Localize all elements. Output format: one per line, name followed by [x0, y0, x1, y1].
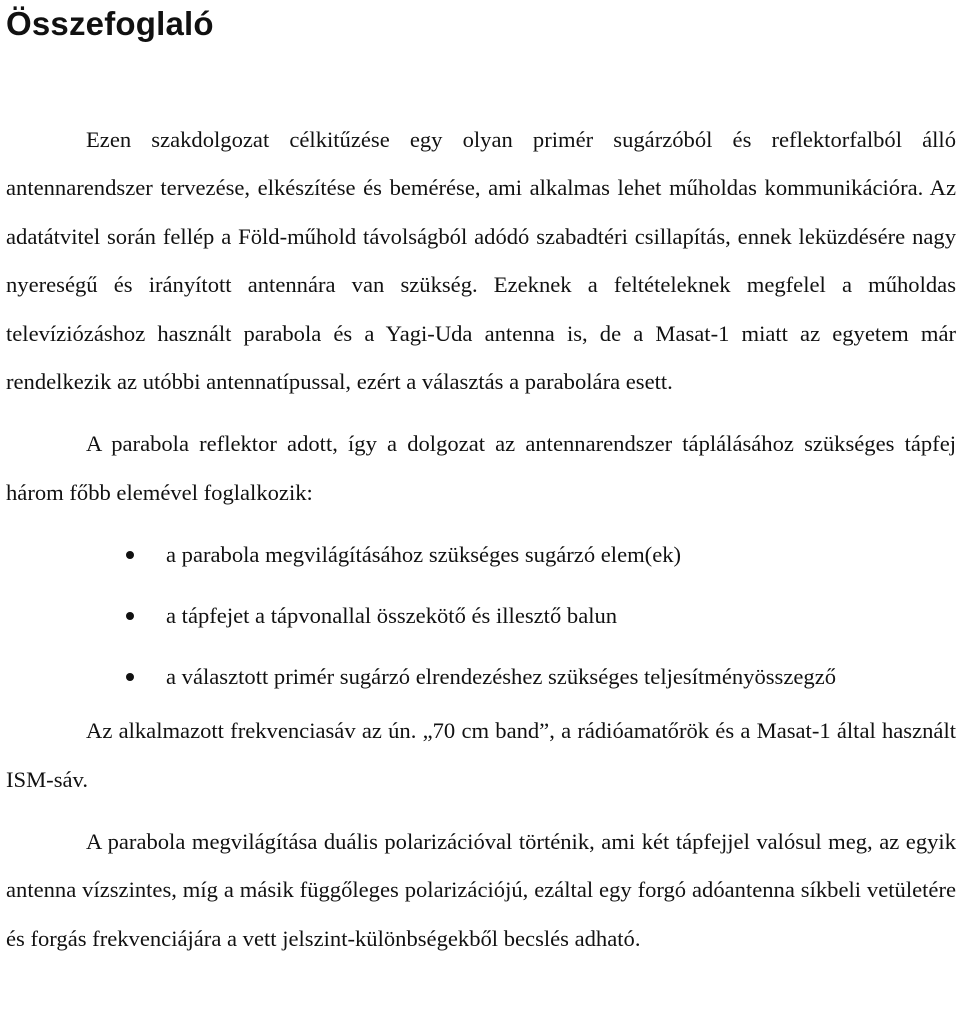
bullet-icon: [126, 612, 134, 620]
list-item: [6, 653, 956, 714]
page-title: Összefoglaló: [6, 5, 214, 42]
paragraph-goals: Ezen szakdolgozat célkitűzése egy olyan primér sugárzóból és reflektorfalból álló antennarendszer tervezése, elkészítése és bemérése, ami alkalmas lehet műholdas kommunikációra. Az adatátvitel során fellép a Föld-műhold távolságból adódó szabadtéri csillapítás, ennek leküzdésére nagy nyereségű és irányított antennára van szükség. Ezeknek a feltételeknek megfelel a műholdas televíziózáshoz használt parabola és a Yagi-Uda antenna is, de a Masat-1 miatt az egyetem már rendelkezik az utóbbi antennatípussal, ezért a választás a parabolára esett.: [6, 127, 956, 395]
bullet-icon: [126, 551, 134, 559]
paragraph-feed-elements: A parabola reflektor adott, így a dolgozat az antennarendszer táplálásához szükséges tápfej három főbb elemével foglalkozik:: [6, 431, 956, 505]
document-body: [6, 116, 956, 963]
bullet-icon: [126, 673, 134, 681]
feed-elements-list: [6, 531, 956, 714]
paragraph-polarization: A parabola megvilágítása duális polarizációval történik, ami két tápfejjel valósul meg, az egyik antenna vízszintes, míg a másik függőleges polarizációjú, ezáltal egy forgó adóantenna síkbeli vetületére és forgás frekvenciájára a vett jelszint-különbségekből becslés adható.: [6, 829, 956, 951]
list-item-text: a parabola megvilágításához szükséges sugárzó elem(ek): [166, 542, 682, 568]
list-item: [6, 592, 956, 653]
list-item-text: a választott primér sugárzó elrendezéshez szükséges teljesítményösszegző: [166, 664, 837, 690]
list-item: [6, 531, 956, 592]
list-item-text: a tápfejet a tápvonallal összekötő és illesztő balun: [166, 603, 618, 629]
paragraph-frequency-band: Az alkalmazott frekvenciasáv az ún. „70 cm band”, a rádióamatőrök és a Masat-1 által használt ISM-sáv.: [6, 718, 956, 792]
